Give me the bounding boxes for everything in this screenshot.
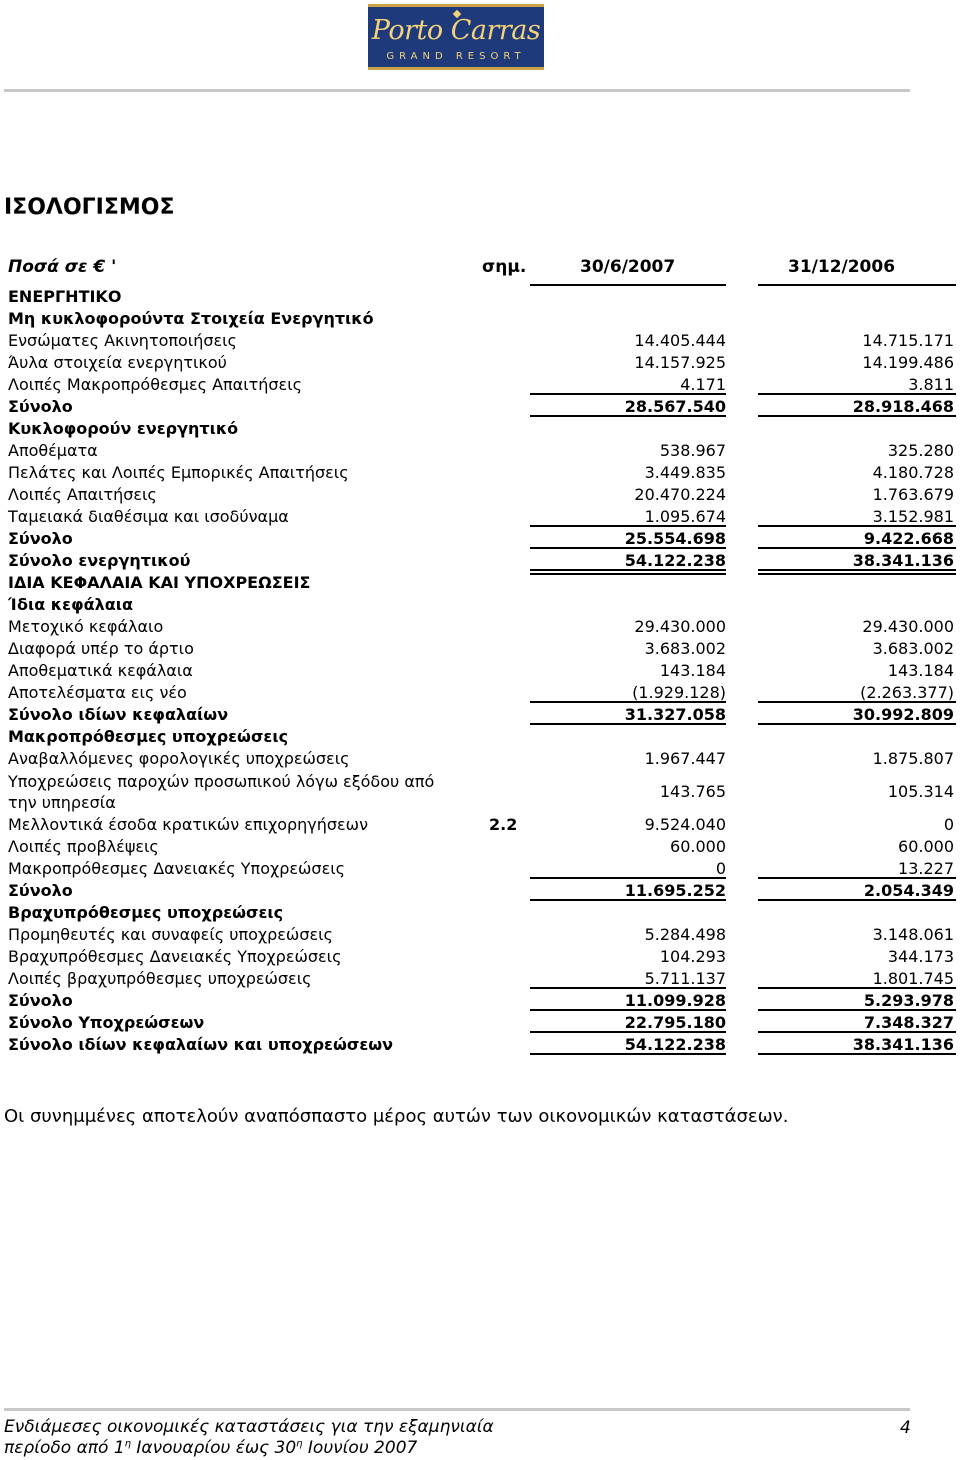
value-2007: 20.470.224 bbox=[634, 485, 726, 504]
total-underline bbox=[530, 525, 726, 527]
logo-subtitle: GRAND RESORT bbox=[386, 51, 526, 62]
table-row bbox=[0, 924, 960, 946]
total-underline bbox=[758, 569, 956, 571]
row-label: Αναβαλλόμενες φορολογικές υποχρεώσεις bbox=[8, 749, 350, 768]
row-label: Λοιπές Απαιτήσεις bbox=[8, 485, 157, 504]
value-2007: 31.327.058 bbox=[624, 705, 726, 724]
table-row bbox=[0, 616, 960, 638]
value-2006: 14.199.486 bbox=[862, 353, 954, 372]
row-label: Ενσώματες Ακινητοποιήσεις bbox=[8, 331, 237, 350]
row-label: Σύνολο ιδίων κεφαλαίων bbox=[8, 705, 229, 724]
table-row bbox=[0, 946, 960, 968]
value-2007: 29.430.000 bbox=[634, 617, 726, 636]
value-2006: 325.280 bbox=[887, 441, 954, 460]
footer-divider bbox=[4, 1408, 910, 1411]
total-underline bbox=[758, 547, 956, 549]
value-2006: 29.430.000 bbox=[862, 617, 954, 636]
value-2007: 143.184 bbox=[659, 661, 726, 680]
value-2006: 3.152.981 bbox=[872, 507, 954, 526]
row-label: Σύνολο Υποχρεώσεων bbox=[8, 1013, 205, 1032]
total-underline bbox=[758, 525, 956, 527]
table-row bbox=[0, 726, 960, 748]
value-2007: 54.122.238 bbox=[624, 551, 726, 570]
row-label: Αποθεματικά κεφάλαια bbox=[8, 661, 193, 680]
row-label: Κυκλοφορούν ενεργητικό bbox=[8, 419, 239, 438]
total-underline bbox=[758, 987, 956, 989]
value-2007: 60.000 bbox=[670, 837, 726, 856]
row-label: Σύνολο bbox=[8, 991, 73, 1010]
row-label: Ταμειακά διαθέσιμα και ισοδύναμα bbox=[8, 507, 289, 526]
table-row bbox=[0, 462, 960, 484]
value-2007: 14.157.925 bbox=[634, 353, 726, 372]
row-label: Λοιπές Μακροπρόθεσμες Απαιτήσεις bbox=[8, 375, 302, 394]
value-2007: 4.171 bbox=[680, 375, 726, 394]
value-2007: 104.293 bbox=[659, 947, 726, 966]
value-2006: 344.173 bbox=[887, 947, 954, 966]
total-underline bbox=[530, 987, 726, 989]
value-2006: 13.227 bbox=[898, 859, 954, 878]
total-underline bbox=[530, 1009, 726, 1011]
row-label: Λοιπές προβλέψεις bbox=[8, 837, 159, 856]
total-underline bbox=[530, 1031, 726, 1033]
row-label: Σύνολο bbox=[8, 397, 73, 416]
value-2007: (1.929.128) bbox=[632, 683, 726, 702]
total-underline bbox=[530, 547, 726, 549]
row-label: Λοιπές βραχυπρόθεσμες υποχρεώσεις bbox=[8, 969, 312, 988]
row-note-ref: 2.2 bbox=[489, 815, 518, 834]
value-2006: 0 bbox=[943, 815, 954, 834]
value-2006: 28.918.468 bbox=[852, 397, 954, 416]
total-underline bbox=[530, 415, 726, 417]
total-underline bbox=[758, 415, 956, 417]
value-2006: 30.992.809 bbox=[852, 705, 954, 724]
table-row bbox=[0, 286, 960, 308]
row-label: Μετοχικό κεφάλαιο bbox=[8, 617, 164, 636]
header-divider bbox=[4, 89, 910, 92]
total-underline bbox=[758, 899, 956, 901]
value-2006: 3.683.002 bbox=[872, 639, 954, 658]
column-header-2007: 30/6/2007 bbox=[580, 257, 676, 277]
table-row bbox=[0, 814, 960, 836]
table-row bbox=[0, 660, 960, 682]
table-row bbox=[0, 352, 960, 374]
value-2007: 28.567.540 bbox=[624, 397, 726, 416]
value-2006: 1.763.679 bbox=[872, 485, 954, 504]
total-underline bbox=[758, 701, 956, 703]
row-label: Σύνολο ενεργητικού bbox=[8, 551, 191, 570]
page-title: ΙΣΟΛΟΓΙΣΜΟΣ bbox=[4, 195, 175, 220]
row-label: Σύνολο ιδίων κεφαλαίων και υποχρεώσεων bbox=[8, 1035, 394, 1054]
table-row bbox=[0, 308, 960, 330]
value-2006: 14.715.171 bbox=[862, 331, 954, 350]
total-underline bbox=[758, 393, 956, 395]
value-2007: 0 bbox=[715, 859, 726, 878]
total-underline bbox=[758, 723, 956, 725]
value-2007: 5.284.498 bbox=[644, 925, 726, 944]
table-row bbox=[0, 594, 960, 616]
value-2006: 3.811 bbox=[908, 375, 954, 394]
table-row bbox=[0, 440, 960, 462]
value-2006: (2.263.377) bbox=[860, 683, 954, 702]
total-underline bbox=[530, 1053, 726, 1055]
value-2006: 5.293.978 bbox=[863, 991, 954, 1010]
total-underline bbox=[758, 1009, 956, 1011]
total-underline bbox=[530, 393, 726, 395]
row-label: Διαφορά υπέρ το άρτιο bbox=[8, 639, 194, 658]
value-2007: 11.099.928 bbox=[624, 991, 726, 1010]
row-label: Βραχυπρόθεσμες Δανειακές Υποχρεώσεις bbox=[8, 947, 342, 966]
value-2007: 25.554.698 bbox=[624, 529, 726, 548]
row-label: Άυλα στοιχεία ενεργητικού bbox=[8, 353, 227, 372]
value-2006: 105.314 bbox=[887, 782, 954, 801]
row-label: Αποτελέσματα εις νέο bbox=[8, 683, 187, 702]
value-2006: 38.341.136 bbox=[852, 1035, 954, 1054]
value-2007: 143.765 bbox=[659, 782, 726, 801]
row-label: ΙΔΙΑ ΚΕΦΑΛΑΙΑ ΚΑΙ ΥΠΟΧΡΕΩΣΕΙΣ bbox=[8, 573, 311, 592]
row-label: Μελλοντικά έσοδα κρατικών επιχορηγήσεων bbox=[8, 815, 369, 834]
value-2006: 2.054.349 bbox=[863, 881, 954, 900]
row-label: Μακροπρόθεσμες υποχρεώσεις bbox=[8, 727, 289, 746]
value-2007: 3.449.835 bbox=[644, 463, 726, 482]
table-row bbox=[0, 638, 960, 660]
value-2006: 4.180.728 bbox=[872, 463, 954, 482]
row-label: Σύνολο bbox=[8, 529, 73, 548]
page-number: 4 bbox=[900, 1418, 911, 1438]
value-2007: 11.695.252 bbox=[624, 881, 726, 900]
row-label: Υποχρεώσεις παροχών προσωπικού λόγω εξόδου από την υπηρεσία bbox=[8, 772, 435, 812]
table-row bbox=[0, 330, 960, 352]
table-row bbox=[0, 418, 960, 440]
amount-unit-label: Ποσά σε € ' bbox=[8, 257, 117, 277]
total-underline bbox=[530, 723, 726, 725]
logo-name: Porto Carras bbox=[371, 15, 541, 46]
porto-carras-logo bbox=[368, 4, 544, 70]
total-underline bbox=[530, 569, 726, 571]
note-column-header: σημ. bbox=[482, 257, 527, 277]
notes-statement: Οι συνημμένες αποτελούν αναπόσπαστο μέρος αυτών των οικονομικών καταστάσεων. bbox=[4, 1106, 789, 1127]
total-underline bbox=[530, 701, 726, 703]
table-row bbox=[0, 836, 960, 858]
row-label: Προμηθευτές και συναφείς υποχρεώσεις bbox=[8, 925, 333, 944]
total-underline bbox=[530, 899, 726, 901]
value-2007: 54.122.238 bbox=[624, 1035, 726, 1054]
value-2006: 38.341.136 bbox=[852, 551, 954, 570]
total-underline bbox=[530, 877, 726, 879]
value-2007: 5.711.137 bbox=[644, 969, 726, 988]
table-row bbox=[0, 748, 960, 770]
footer-line-2: περίοδο από $1^\eta$ Ιανουαρίου έως $30^\eta$ Ιουνίου 2007 bbox=[4, 1438, 418, 1458]
table-row bbox=[0, 770, 960, 814]
value-2006: 1.801.745 bbox=[872, 969, 954, 988]
value-2006: 3.148.061 bbox=[872, 925, 954, 944]
total-underline bbox=[758, 877, 956, 879]
row-label: ΕΝΕΡΓΗΤΙΚΟ bbox=[8, 287, 122, 306]
value-2007: 9.524.040 bbox=[644, 815, 726, 834]
table-row bbox=[0, 484, 960, 506]
value-2007: 1.095.674 bbox=[644, 507, 726, 526]
row-label: Πελάτες και Λοιπές Εμπορικές Απαιτήσεις bbox=[8, 463, 349, 482]
value-2007: 3.683.002 bbox=[644, 639, 726, 658]
table-row bbox=[0, 902, 960, 924]
value-2006: 1.875.807 bbox=[872, 749, 954, 768]
value-2006: 60.000 bbox=[898, 837, 954, 856]
row-label: Σύνολο bbox=[8, 881, 73, 900]
value-2007: 22.795.180 bbox=[624, 1013, 726, 1032]
value-2006: 7.348.327 bbox=[863, 1013, 954, 1032]
total-underline bbox=[758, 1031, 956, 1033]
value-2006: 9.422.668 bbox=[863, 529, 954, 548]
value-2007: 14.405.444 bbox=[634, 331, 726, 350]
row-label: Αποθέματα bbox=[8, 441, 98, 460]
row-label: Ίδια κεφάλαια bbox=[8, 595, 133, 614]
value-2006: 143.184 bbox=[887, 661, 954, 680]
column-header-2006: 31/12/2006 bbox=[788, 257, 896, 277]
row-label: Μη κυκλοφορούντα Στοιχεία Ενεργητικό bbox=[8, 309, 374, 328]
row-label: Βραχυπρόθεσμες υποχρεώσεις bbox=[8, 903, 284, 922]
total-underline bbox=[758, 1053, 956, 1055]
value-2007: 1.967.447 bbox=[644, 749, 726, 768]
value-2007: 538.967 bbox=[659, 441, 726, 460]
row-label: Μακροπρόθεσμες Δανειακές Υποχρεώσεις bbox=[8, 859, 346, 878]
table-row bbox=[0, 572, 960, 594]
footer-line-1: Ενδιάμεσες οικονομικές καταστάσεις για την εξαμηνιαία bbox=[4, 1417, 494, 1437]
